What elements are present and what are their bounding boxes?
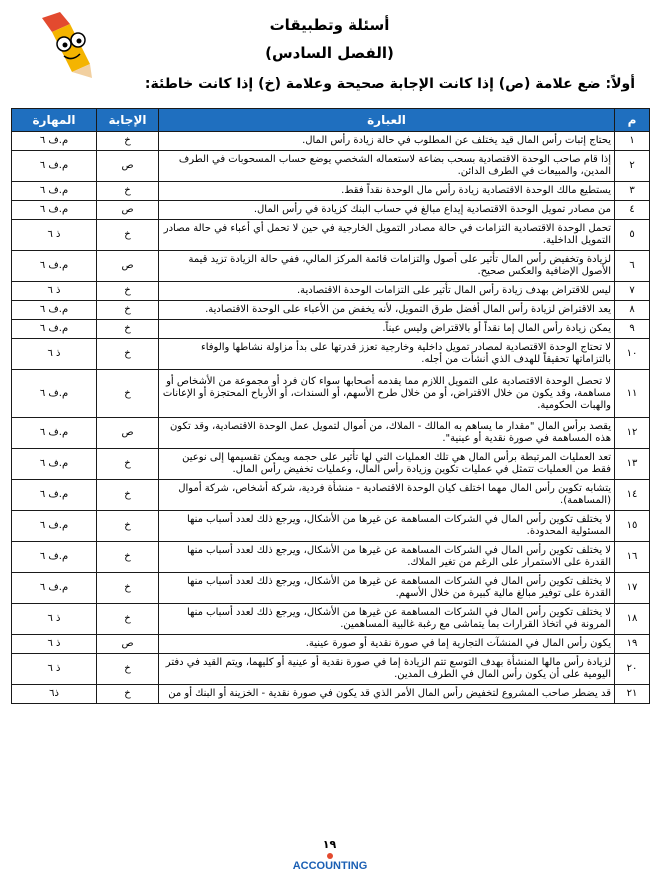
row-number: ١٢	[615, 418, 650, 449]
row-skill: م.ف ٦	[12, 251, 97, 282]
table-row	[12, 635, 650, 654]
row-number: ٣	[615, 182, 650, 201]
row-answer: ص	[97, 418, 159, 449]
row-number: ١٨	[615, 604, 650, 635]
row-skill: م.ف ٦	[12, 418, 97, 449]
row-number: ١٧	[615, 573, 650, 604]
questions-table	[11, 108, 650, 704]
row-skill: م.ف ٦	[12, 201, 97, 220]
row-number: ٧	[615, 282, 650, 301]
row-answer: خ	[97, 339, 159, 370]
row-skill: ذ ٦	[12, 635, 97, 654]
row-number: ٦	[615, 251, 650, 282]
row-statement: لا تحتاج الوحدة الاقتصادية لمصادر تمويل داخلية وخارجية تعزز قدرتها على بدأ مزاولة نشاطها والوفاء بالتزاماتها تحقيقاً للهدف الذي أنشأت من أجله.	[159, 339, 615, 370]
row-answer: خ	[97, 654, 159, 685]
row-number: ٤	[615, 201, 650, 220]
table-body	[12, 132, 650, 704]
row-answer: ص	[97, 151, 159, 182]
row-statement: لزيادة وتخفيض رأس المال تأثير على أصول والتزامات قائمة المركز المالي، ففي حالة الزيادة تزيد قيمة الأصول الإضافية والعكس صحيح.	[159, 251, 615, 282]
row-answer: خ	[97, 480, 159, 511]
row-skill: ذ ٦	[12, 604, 97, 635]
row-answer: خ	[97, 220, 159, 251]
table-row	[12, 339, 650, 370]
row-skill: م.ف ٦	[12, 370, 97, 418]
svg-text:ACCOUNTING: ACCOUNTING	[292, 860, 367, 872]
row-answer: ص	[97, 635, 159, 654]
row-answer: خ	[97, 182, 159, 201]
row-statement: تعد العمليات المرتبطة برأس المال هي تلك العمليات التي لها تأثير على حجمه ويمكن تقسيمها إلى نوعين فقط من العمليات تتمثل في عمليات تكوين وزيادة رأس المال، وعمليات تخفيض رأس المال.	[159, 449, 615, 480]
row-answer: خ	[97, 282, 159, 301]
row-statement: يتشابه تكوين رأس المال مهما اختلف كيان الوحدة الاقتصادية - منشأة فردية، شركة أشخاص، شركة أموال (المساهمة).	[159, 480, 615, 511]
table-row	[12, 654, 650, 685]
row-statement: لا يختلف تكوين رأس المال في الشركات المساهمة عن غيرها من الأشكال، ويرجع ذلك لعدد أسباب منها القدرة على توفير مبالغ مالية كبيرة من خلال الأسهم.	[159, 573, 615, 604]
row-skill: م.ف ٦	[12, 480, 97, 511]
page-title: أسئلة وتطبيقات	[269, 16, 390, 34]
row-answer: خ	[97, 685, 159, 704]
page-number: ١٩	[322, 838, 337, 851]
row-number: ١٥	[615, 511, 650, 542]
row-statement: لا يختلف تكوين رأس المال في الشركات المساهمة عن غيرها من الأشكال، ويرجع ذلك لعدد أسباب منها القدرة على الاستمرار على الرغم من تغير الملاك.	[159, 542, 615, 573]
instruction-heading: أولاً: ضع علامة (ص) إذا كانت الإجابة صحيحة وعلامة (خ) إذا كانت خاطئة:	[144, 76, 635, 92]
row-statement: ليس للاقتراض بهدف زيادة رأس المال تأثير على التزامات الوحدة الاقتصادية.	[159, 282, 615, 301]
row-skill: م.ف ٦	[12, 182, 97, 201]
chapter-title: (الفصل السادس)	[265, 44, 394, 62]
table-row	[12, 182, 650, 201]
row-skill: ذ ٦	[12, 282, 97, 301]
row-number: ١٠	[615, 339, 650, 370]
table-row	[12, 282, 650, 301]
row-statement: يقصد برأس المال "مقدار ما يساهم به المالك - الملاك، من أموال لتمويل عمل الوحدة الاقتصادية، وقد تكون هذه المساهمة في صورة نقدية أو عينية".	[159, 418, 615, 449]
header-answer: الإجابة	[97, 109, 159, 132]
row-statement: إذا قام صاحب الوحدة الاقتصادية بسحب بضاعة لاستعماله الشخصي يوضع حساب المسحوبات في الطرف المدين، والمبيعات في الطرف الدائن.	[159, 151, 615, 182]
row-skill: م.ف ٦	[12, 301, 97, 320]
table-row	[12, 320, 650, 339]
page-header	[0, 10, 659, 100]
row-skill: ذ ٦	[12, 339, 97, 370]
row-skill: م.ف ٦	[12, 320, 97, 339]
row-number: ١٦	[615, 542, 650, 573]
row-skill: م.ف ٦	[12, 573, 97, 604]
row-skill: م.ف ٦	[12, 151, 97, 182]
row-answer: ص	[97, 251, 159, 282]
row-statement: لا تحصل الوحدة الاقتصادية على التمويل اللازم مما يقدمه أصحابها سواء كان فرد أو مجموعة من الأشخاص أو مساهمة، وقد يكون من خلال الاقتراض، أو من خلال طرح الأسهم، أو السندات، أو الأرباح المحتجزة أو الإعانات والهبات الحكومية.	[159, 370, 615, 418]
row-statement: لزيادة رأس مالها المنشأة بهدف التوسع تتم الزيادة إما في صورة نقدية أو عينية أو كليهما، ويتم القيد في دفتر اليومية على أن يكون رأس المال في الطرف المدين.	[159, 654, 615, 685]
table-row	[12, 542, 650, 573]
row-answer: خ	[97, 604, 159, 635]
row-statement: يعد الاقتراض لزيادة رأس المال أفضل طرق التمويل، لأنه يخفض من الأعباء على الوحدة الاقتصادية.	[159, 301, 615, 320]
row-skill: ذ٦	[12, 685, 97, 704]
table-row	[12, 604, 650, 635]
row-statement: قد يضطر صاحب المشروع لتخفيض رأس المال الأمر الذي قد يكون في صورة نقدية - الخزينة أو البنك أو من	[159, 685, 615, 704]
row-skill: م.ف ٦	[12, 511, 97, 542]
header-skill: المهارة	[12, 109, 97, 132]
table-header-row	[12, 109, 650, 132]
row-number: ٩	[615, 320, 650, 339]
table-row	[12, 573, 650, 604]
row-number: ١٣	[615, 449, 650, 480]
row-statement: يستطيع مالك الوحدة الاقتصادية زيادة رأس مال الوحدة نقداً فقط.	[159, 182, 615, 201]
header-statement: العبارة	[159, 109, 615, 132]
table-row	[12, 370, 650, 418]
row-skill: م.ف ٦	[12, 542, 97, 573]
table-row	[12, 201, 650, 220]
row-answer: ص	[97, 201, 159, 220]
row-answer: خ	[97, 542, 159, 573]
row-skill: ذ ٦	[12, 220, 97, 251]
table-row	[12, 449, 650, 480]
row-number: ١	[615, 132, 650, 151]
row-answer: خ	[97, 320, 159, 339]
row-number: ١١	[615, 370, 650, 418]
table-row	[12, 151, 650, 182]
row-number: ٢٠	[615, 654, 650, 685]
accounting-logo	[285, 852, 375, 874]
row-number: ٥	[615, 220, 650, 251]
row-number: ١٤	[615, 480, 650, 511]
row-number: ٢	[615, 151, 650, 182]
header-num: م	[615, 109, 650, 132]
row-answer: خ	[97, 449, 159, 480]
table-row	[12, 480, 650, 511]
row-statement: يحتاج إثبات رأس المال قيد يختلف عن المطلوب في حالة زيادة رأس المال.	[159, 132, 615, 151]
row-answer: خ	[97, 370, 159, 418]
row-number: ١٩	[615, 635, 650, 654]
row-answer: خ	[97, 511, 159, 542]
row-number: ٢١	[615, 685, 650, 704]
row-statement: تحمل الوحدة الاقتصادية التزامات في حالة مصادر التمويل الخارجية في حين لا تحمل أي أعباء في حالة مصادر التمويل الداخلية.	[159, 220, 615, 251]
table-row	[12, 511, 650, 542]
table-row	[12, 301, 650, 320]
table-row	[12, 132, 650, 151]
row-skill: ذ ٦	[12, 654, 97, 685]
table-row	[12, 418, 650, 449]
page-footer	[0, 838, 659, 874]
row-statement: لا يختلف تكوين رأس المال في الشركات المساهمة عن غيرها من الأشكال، ويرجع ذلك لعدد أسباب منها المرونة في اتخاذ القرارات بما يتماشى مع رغبة غالبية المساهمين.	[159, 604, 615, 635]
row-answer: خ	[97, 301, 159, 320]
row-statement: لا يختلف تكوين رأس المال في الشركات المساهمة عن غيرها من الأشكال، ويرجع ذلك لعدد أسباب منها المسئولية المحدودة.	[159, 511, 615, 542]
row-skill: م.ف ٦	[12, 132, 97, 151]
row-statement: يكون رأس المال في المنشآت التجارية إما في صورة نقدية أو صورة عينية.	[159, 635, 615, 654]
row-statement: يمكن زيادة رأس المال إما نقداً أو بالاقتراض وليس عيناً.	[159, 320, 615, 339]
row-answer: خ	[97, 132, 159, 151]
table-row	[12, 685, 650, 704]
row-skill: م.ف ٦	[12, 449, 97, 480]
row-statement: من مصادر تمويل الوحدة الاقتصادية إيداع مبالغ في حساب البنك كزيادة في رأس المال.	[159, 201, 615, 220]
row-number: ٨	[615, 301, 650, 320]
row-answer: خ	[97, 573, 159, 604]
table-row	[12, 251, 650, 282]
table-row	[12, 220, 650, 251]
